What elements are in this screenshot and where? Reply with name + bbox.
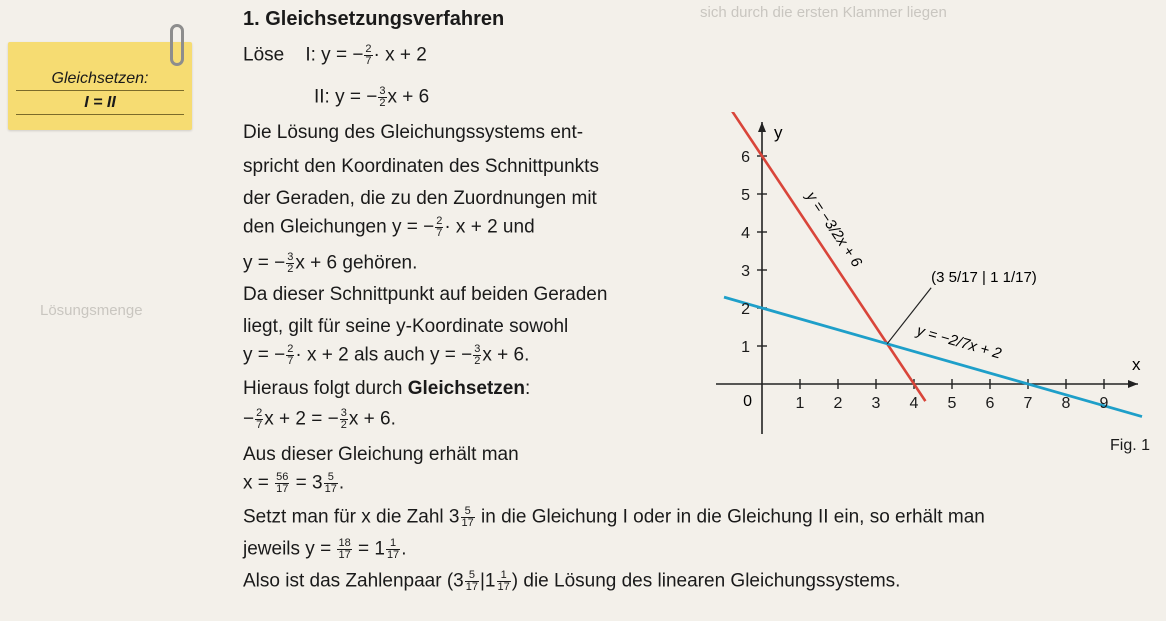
ghost-text: Lösungsmenge [40, 302, 143, 319]
text-line: Aus dieser Gleichung erhält man [243, 444, 519, 465]
axes [716, 122, 1138, 434]
x-axis-label: x [1132, 355, 1141, 374]
text-line: x = $\frac{56}{17}$ = 3 $\frac{5}{17}$ . [243, 471, 345, 495]
red-line-label: y = −3/2x + 6 [802, 188, 866, 271]
line-blue [724, 297, 1142, 416]
y-tick-label: 6 [741, 149, 750, 166]
blue-line-label: y = −2/7x + 2 [914, 322, 1004, 363]
text-line: den Gleichungen y = − $\frac{2}{7}$ · x + 2 und [243, 215, 535, 239]
graph-lines [724, 112, 1142, 417]
text-line: Also ist das Zahlenpaar (3 $\frac{5}{17}$ |1 $\frac{1}{17}$ ) die Lösung des linearen Gleichungssystems. [243, 569, 901, 593]
text-line: spricht den Koordinaten des Schnittpunkts [243, 156, 599, 177]
y-tick-label: 5 [741, 187, 750, 204]
text-line: liegt, gilt für seine y-Koordinate sowohl [243, 316, 569, 337]
x-tick-label: 6 [985, 395, 995, 412]
x-tick-label: 8 [1061, 395, 1071, 412]
paperclip-icon [170, 24, 184, 66]
intersection-label: (3 5/17 | 1 1/17) [931, 268, 1037, 286]
graph-figure [706, 112, 1146, 442]
text-line: y = − $\frac{2}{7}$ · x + 2 als auch y = − $\frac{3}{2}$ x + 6. [243, 343, 530, 367]
note-equation: I = II [16, 94, 184, 115]
y-tick-label: 4 [741, 225, 750, 242]
text-line: Da dieser Schnittpunkt auf beiden Geraden [243, 284, 608, 305]
x-tick-label: 1 [795, 395, 805, 412]
figure-caption: Fig. 1 [1110, 437, 1151, 454]
y-axis-label: y [774, 123, 783, 142]
text-line: jeweils y = $\frac{18}{17}$ = 1 $\frac{1}{17}$ . [243, 537, 407, 561]
origin-label: 0 [743, 393, 752, 410]
y-tick-label: 2 [741, 301, 750, 318]
y-tick-label: 3 [741, 263, 750, 280]
x-tick-label: 5 [947, 395, 957, 412]
graph-labels [741, 123, 1141, 412]
note-title: Gleichsetzen: [16, 70, 184, 91]
x-tick-label: 3 [871, 395, 881, 412]
section-title: 1. Gleichsetzungsverfahren [243, 8, 505, 30]
text-line: − $\frac{2}{7}$ x + 2 = − $\frac{3}{2}$ x + 6. [243, 407, 396, 431]
x-tick-label: 2 [833, 395, 843, 412]
text-line: der Geraden, die zu den Zuordnungen mit [243, 188, 597, 209]
line-red [724, 112, 925, 401]
y-axis-arrow-icon [758, 122, 766, 132]
task-eq2: II: y = − $\frac{3}{2}$ x + 6 [314, 85, 430, 109]
task-eq1: Löse I: y = − $\frac{2}{7}$ · x + 2 [243, 43, 427, 67]
text-line: Die Lösung des Gleichungssystems ent- [243, 122, 584, 143]
text-line: Setzt man für x die Zahl 3 $\frac{5}{17}$ in die Gleichung I oder in die Gleichung II ein, so erhält man [243, 505, 985, 529]
text-line: Hieraus folgt durch Gleichsetzen: [243, 378, 531, 399]
text-line: y = − $\frac{3}{2}$ x + 6 gehören. [243, 251, 418, 275]
x-tick-label: 7 [1023, 395, 1033, 412]
ghost-text: sich durch die ersten Klammer liegen [700, 4, 947, 21]
x-tick-label: 4 [909, 395, 919, 412]
x-axis-arrow-icon [1128, 380, 1138, 388]
y-tick-label: 1 [741, 339, 750, 356]
x-tick-label: 9 [1099, 395, 1109, 412]
